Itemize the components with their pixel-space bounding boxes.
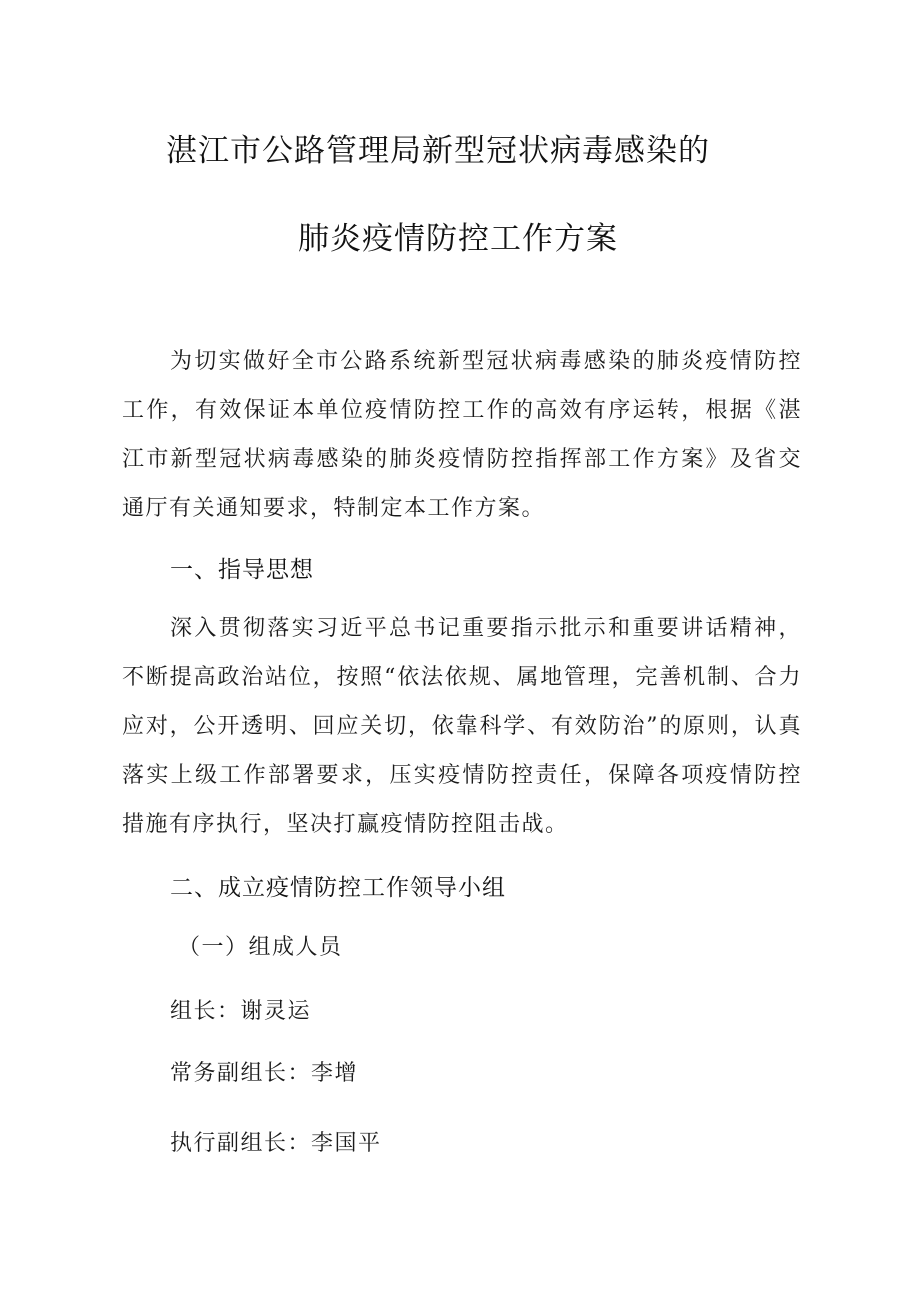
document-title-line-2: 肺炎疫情防控工作方案 [298,221,618,257]
document-title-line-1: 湛江市公路管理局新型冠状病毒感染的 [166,133,710,169]
section-heading-guiding-ideology: 一、指导思想 [170,557,314,583]
intro-paragraph: 为切实做好全市公路系统新型冠状病毒感染的肺炎疫情防控工作，有效保证本单位疫情防控工作的高效有序运转，根据《湛江市新型冠状病毒感染的肺炎疫情防控指挥部工作方案》及省交通厅有关通知要求，特制定本工作方案。 [122,349,802,521]
section-heading-leadership-group: 二、成立疫情防控工作领导小组 [170,875,506,901]
member-acting-deputy-leader: 执行副组长：李国平 [170,1131,382,1156]
member-executive-deputy-leader: 常务副组长：李增 [170,1061,359,1086]
guiding-ideology-paragraph: 深入贯彻落实习近平总书记重要指示批示和重要讲话精神，不断提高政治站位，按照“依法依规、属地管理，完善机制、合力应对，公开透明、回应关切，依靠科学、有效防治”的原则，认真落实上级工作部署要求，压实疫情防控责任，保障各项疫情防控措施有序执行，坚决打赢疫情防控阻击战。 [122,616,802,837]
subheading-members: （一）组成人员 [178,935,343,960]
member-leader: 组长：谢灵运 [170,999,312,1024]
